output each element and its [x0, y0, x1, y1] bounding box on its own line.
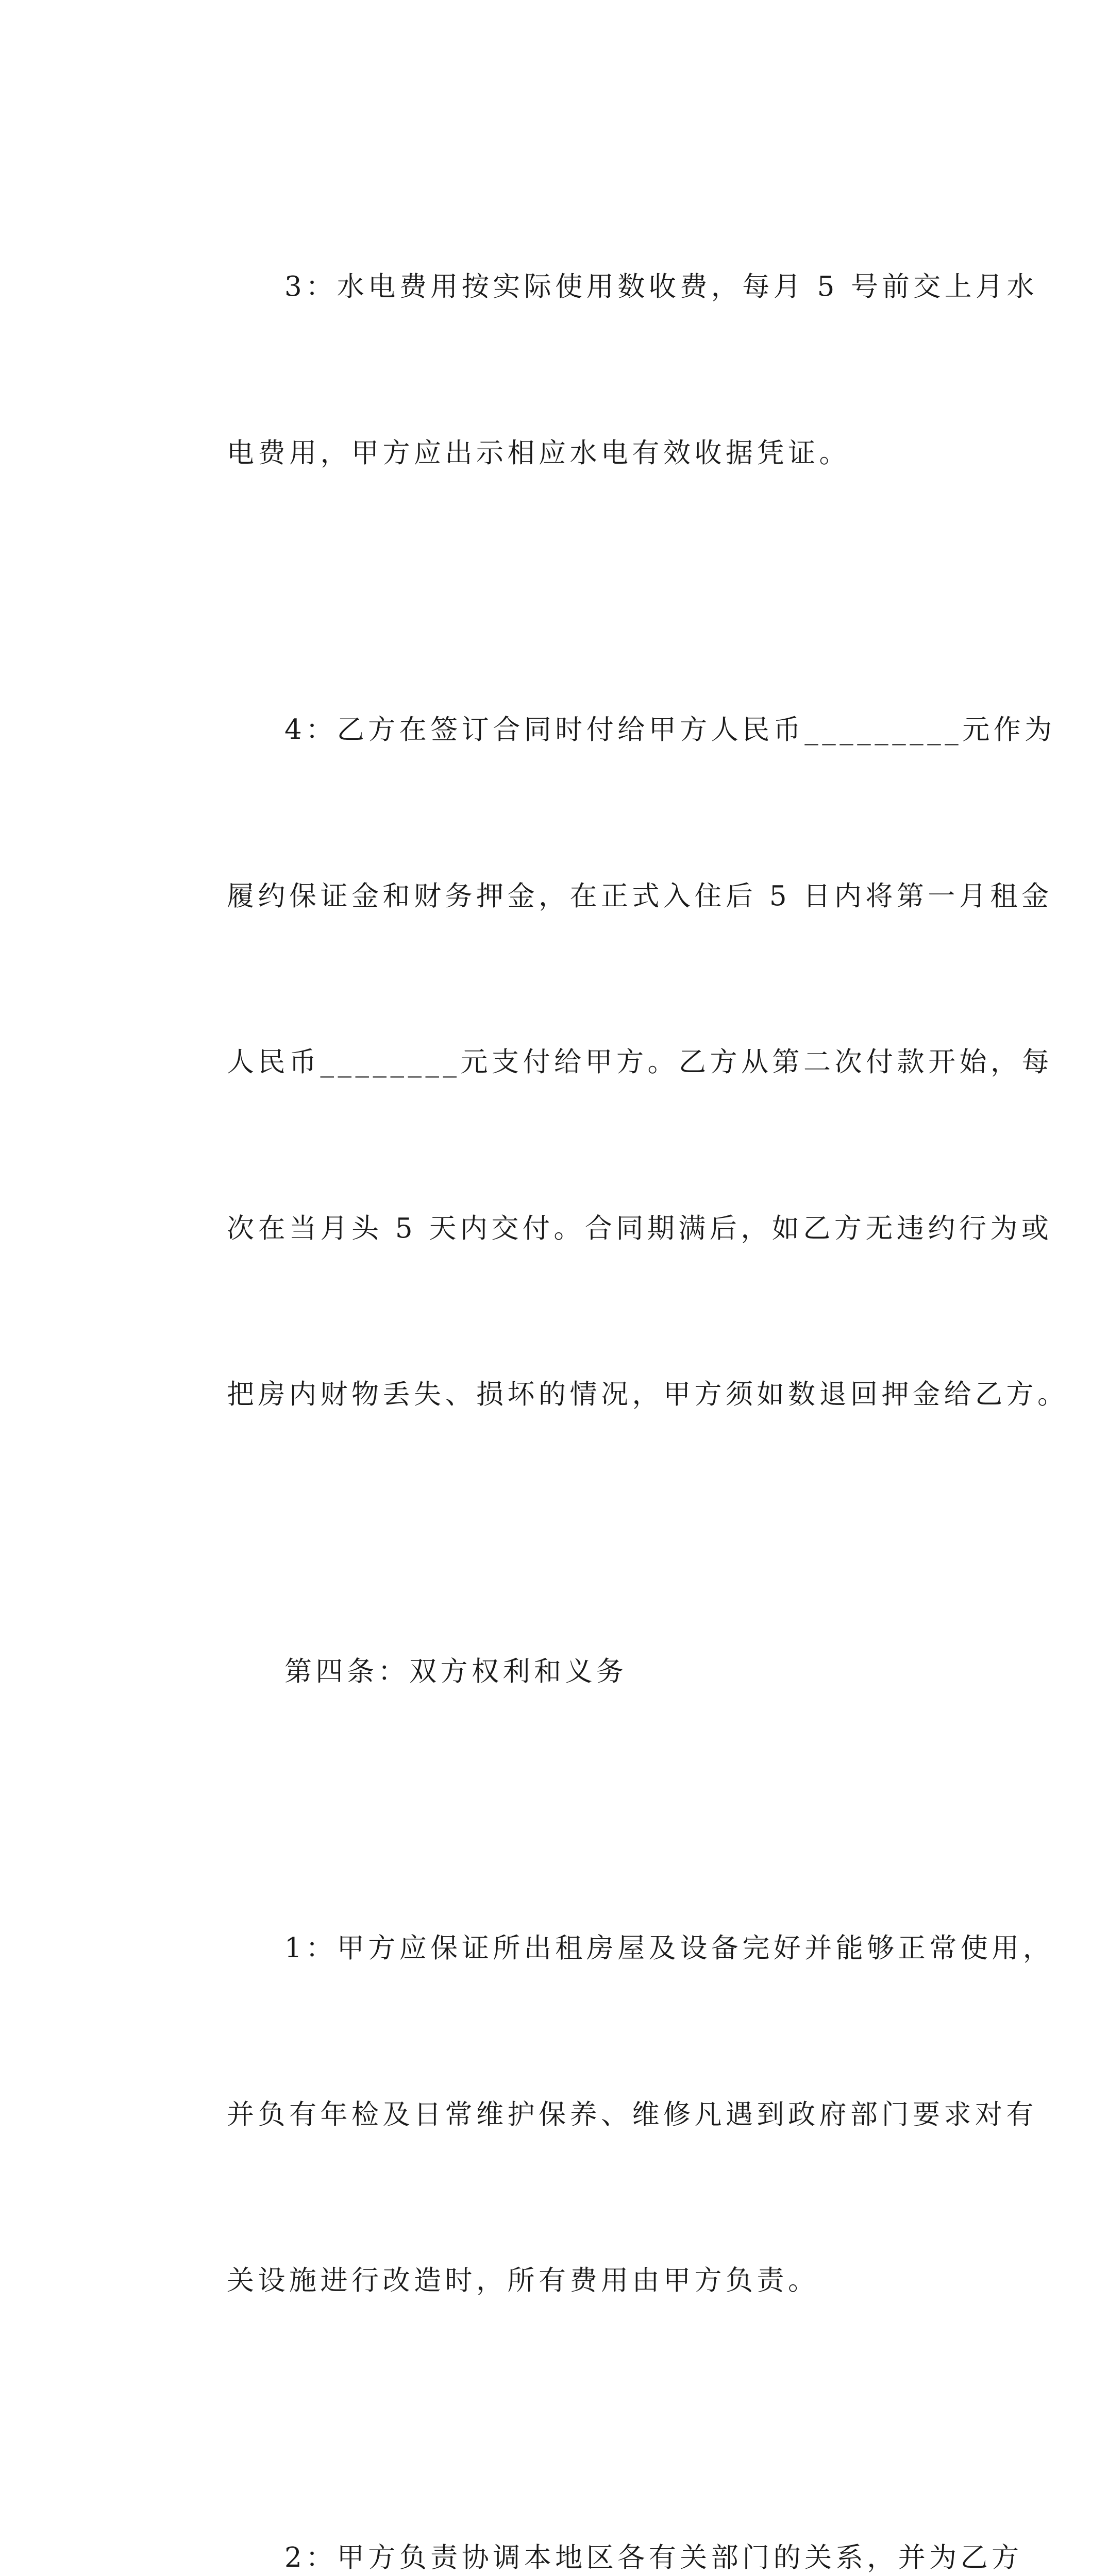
paragraph-duty-1: [169, 1810, 963, 2419]
section-heading: 第四条：双方权利和义务: [169, 1644, 963, 1700]
text-line: 并负有年检及日常维护保养、维修凡遇到政府部门要求对有: [169, 2087, 963, 2143]
text-line: 人民币________元支付给甲方。乙方从第二次付款开始，每: [169, 1035, 963, 1090]
text-line: 电费用，甲方应出示相应水电有效收据凭证。: [169, 426, 963, 481]
section-heading-article-4: [169, 1533, 963, 1810]
paragraph-clause-3-utilities: [169, 148, 963, 591]
text-line: 次在当月头 5 天内交付。合同期满后，如乙方无违约行为或: [169, 1201, 963, 1257]
text-line: 2：甲方负责协调本地区各有关部门的关系，并为乙方: [169, 2530, 963, 2576]
text-line: 3：水电费用按实际使用数收费，每月 5 号前交上月水: [169, 259, 963, 315]
text-line: 把房内财物丢失、损坏的情况，甲方须如数退回押金给乙方。: [169, 1367, 963, 1422]
text-line: 履约保证金和财务押金，在正式入住后 5 日内将第一月租金: [169, 869, 963, 924]
document-body: [169, 148, 963, 2576]
paragraph-duty-2: [169, 2419, 963, 2576]
paragraph-clause-4-deposit: [169, 591, 963, 1533]
text-line: 4：乙方在签订合同时付给甲方人民币_________元作为: [169, 702, 963, 758]
text-line: 1：甲方应保证所出租房屋及设备完好并能够正常使用，: [169, 1921, 963, 1976]
text-line: 关设施进行改造时，所有费用由甲方负责。: [169, 2253, 963, 2309]
